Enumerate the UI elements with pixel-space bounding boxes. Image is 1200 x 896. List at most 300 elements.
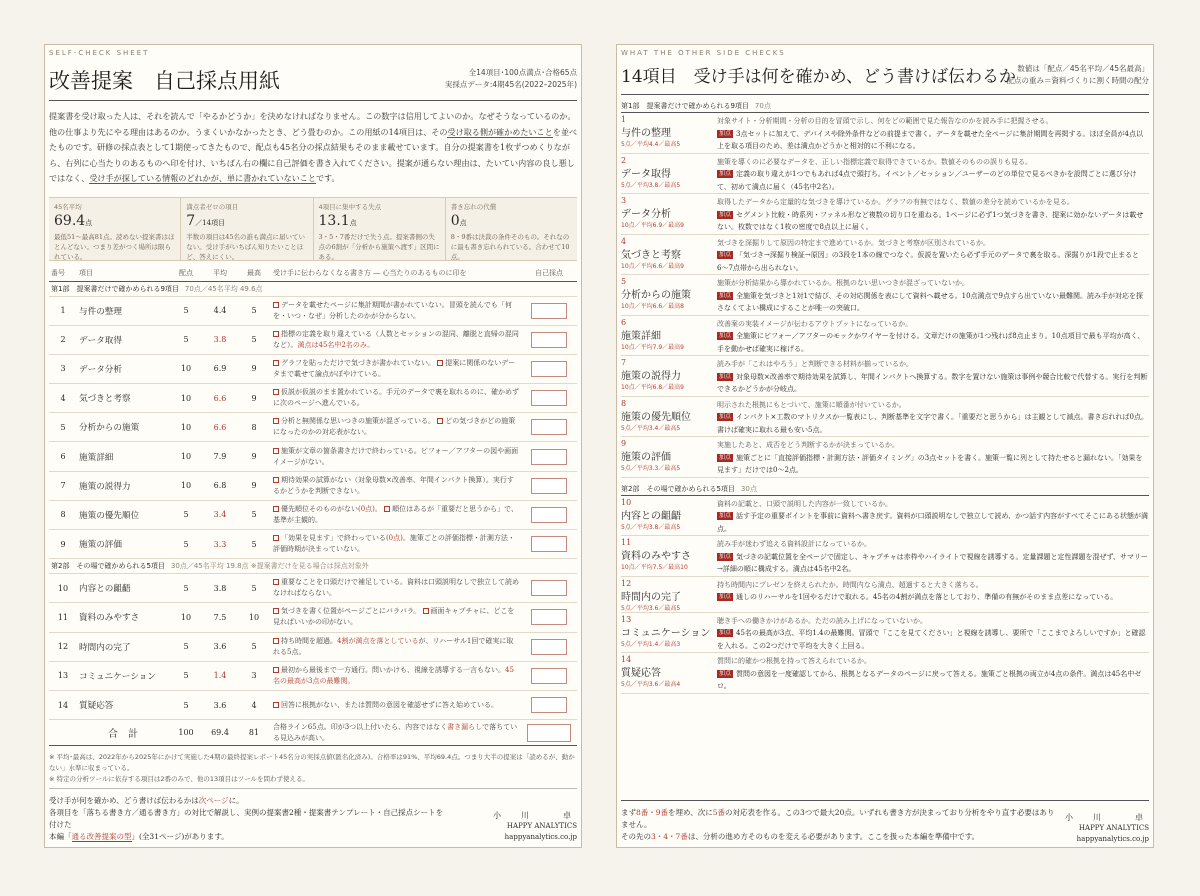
- table-row: [49, 574, 577, 603]
- header-meta: [445, 67, 577, 91]
- item-name: 施策の優先順位: [77, 500, 169, 529]
- footnotes: [49, 752, 577, 785]
- self-score-input[interactable]: [531, 303, 567, 319]
- check-item: [621, 275, 1149, 316]
- item-points: 10: [169, 471, 203, 500]
- bottom-text: を埋め、次に: [668, 808, 713, 817]
- item-tip: [717, 290, 1149, 315]
- total-score-cell: [521, 720, 577, 746]
- stat-number: 13.1: [318, 212, 350, 229]
- item-points: 5点／平均3.4／最高5: [621, 424, 681, 432]
- table-header: 平均: [203, 265, 237, 282]
- intro-text: を並べたものです。研修の採点表として1期使ってきたもので、配点も45名分の採点結果もそのまま載せています。自分の提案書を1枚ずつめくりながら、右列に心当たりのあるものへ印を付け、いちばん右の欄に自己評価を書き入れてください。提案が通らない理由は、たいてい内容の良し悪しではなく、: [49, 126, 578, 183]
- item-average: 3.4: [203, 500, 237, 529]
- table-header: 最高: [237, 265, 271, 282]
- item-name: 施策の評価: [621, 452, 671, 463]
- item-observation: 対象サイト・分析期間・分析の目的を冒頭で示し、何をどの範囲で見た報告なのかを読み手に把握させる。: [717, 117, 1053, 125]
- self-score-input[interactable]: [531, 361, 567, 377]
- item-observation: 明示された根拠にもとづいて、施策に順番が付いているか。: [717, 400, 906, 409]
- item-number: 5: [621, 277, 627, 286]
- what-other-side-checks-page: [616, 44, 1154, 848]
- item-points: 5: [169, 661, 203, 690]
- note-emphasis: 書き漏らし: [447, 722, 483, 731]
- item-checklist: [271, 690, 521, 719]
- item-checklist: [271, 471, 521, 500]
- stat-note: 最低51〜最高81点。読めない提案書はほとんどない。つまり差がつく場所は限られている。: [54, 232, 175, 261]
- item-points: 5: [169, 325, 203, 354]
- stat-value: [451, 213, 572, 229]
- self-score-input[interactable]: [531, 639, 567, 655]
- item-tip: [717, 668, 1149, 693]
- check-text: が、リハーサル1回で確実に取れる5点。: [273, 636, 514, 656]
- checkbox[interactable]: [273, 638, 279, 644]
- item-number: 2: [621, 155, 627, 165]
- plus-badge: 加点: [719, 413, 732, 420]
- bottom-emph: 3・4・7番: [651, 832, 688, 841]
- table-header: 配点: [169, 265, 203, 282]
- item-tip: [717, 330, 1149, 355]
- stats-bar: [49, 197, 577, 261]
- checkbox[interactable]: [384, 506, 390, 512]
- item-max: 5: [237, 296, 271, 325]
- item-name: データ分析: [621, 209, 671, 220]
- self-score-cell: [521, 603, 577, 632]
- item-number: 9: [49, 530, 77, 559]
- item-points: 10: [169, 354, 203, 383]
- item-number: 10: [49, 574, 77, 603]
- item-label-col: [621, 437, 717, 477]
- right-bottom-note: [621, 800, 1149, 843]
- company-url[interactable]: happyanalytics.co.jp: [1076, 835, 1149, 843]
- item-checklist: [271, 325, 521, 354]
- tip-text: インパクト×工数のマトリクスか一覧表にし、判断基準を文字で書く。「重要だと思うから」は主観として減点。書き忘れれば0点。書けば確実に取れる最も安い5点。: [717, 413, 1148, 434]
- checkbox[interactable]: [273, 331, 279, 337]
- table-row: [49, 413, 577, 442]
- part2-items: [621, 496, 1149, 694]
- part-title: 第1部 提案書だけで確かめられる9項目: [621, 102, 749, 110]
- item-points: 5: [169, 574, 203, 603]
- item-observation: 質問に的確かつ根拠を持って答えられているか。: [717, 657, 871, 665]
- item-name: データ分析: [77, 354, 169, 383]
- plus-badge: 加点: [719, 669, 732, 677]
- section-sub: 30点／45名平均 19.8点 ※提案書だけを見る場合は採点対象外: [170, 562, 369, 571]
- self-score-cell: [521, 530, 577, 559]
- plus-badge: 加点: [719, 170, 732, 177]
- plus-badge: 加点: [719, 291, 732, 299]
- item-tip: [717, 249, 1149, 274]
- meta-legend: 数値は「配点／45名平均／45名最高」: [1017, 64, 1149, 73]
- check-item: [621, 536, 1149, 577]
- checkbox[interactable]: [273, 608, 279, 614]
- item-name: 施策詳細: [77, 442, 169, 471]
- plus-badge: 加点: [719, 210, 732, 218]
- check-emphasis: 45名の最高が3点の最難関。: [273, 665, 514, 685]
- item-points: 10点／平均6.9／最高9: [621, 222, 684, 229]
- checkbox[interactable]: [273, 506, 279, 512]
- item-tip: [717, 168, 1149, 193]
- intro-paragraph: [49, 109, 577, 187]
- item-label-col: [621, 536, 717, 576]
- item-detail: [717, 437, 1149, 477]
- item-number: 7: [49, 471, 77, 500]
- item-points: 5: [169, 632, 203, 661]
- bottom-text: 」(全31ページ)があります。: [131, 832, 229, 841]
- right-signature: [1065, 812, 1149, 845]
- tip-text: 気づきの記載位置を全ページで固定し、キャプチャは赤枠やハイライトで視線を誘導する。定量課題と定性課題を混ぜず、サマリー→詳細の順に構成する。満点は45名中2名。: [717, 552, 1148, 573]
- table-row: [49, 296, 577, 325]
- self-score-input[interactable]: [531, 668, 567, 684]
- intro-highlight: 受け取る側が確かめたいこと: [447, 126, 553, 137]
- item-max: 4: [237, 690, 271, 719]
- signature: [493, 810, 577, 843]
- total-points: 100: [169, 720, 203, 746]
- check-text: 回答に根拠がない、または質問の意図を確認せずに答え始めている。: [281, 700, 498, 709]
- table-row: [49, 354, 577, 383]
- item-observation: 読み手が迷わず追える資料設計になっているか。: [717, 540, 871, 548]
- item-checklist: [271, 296, 521, 325]
- stat-label: 45名平均: [54, 202, 82, 211]
- total-average: 69.4: [203, 720, 237, 746]
- item-checklist: [271, 661, 521, 690]
- item-name: 内容との齟齬: [621, 510, 681, 522]
- checkbox[interactable]: [273, 579, 279, 585]
- item-points: 5: [169, 530, 203, 559]
- table-row: [49, 325, 577, 354]
- stat-number: 69.4: [54, 212, 86, 229]
- item-average: 1.4: [203, 661, 237, 690]
- checkbox[interactable]: [273, 477, 279, 483]
- check-item: [621, 356, 1149, 397]
- check-item: [621, 653, 1149, 694]
- checkbox[interactable]: [273, 389, 279, 395]
- check-item: [621, 496, 1149, 537]
- tip-text: 話す予定の重要ポイントを事前に資料へ書き戻す。資料が口頭説明なしで独立して読め、かつ話す内容がすべてそこにある状態が満点。: [717, 512, 1149, 533]
- self-score-input[interactable]: [531, 390, 567, 406]
- self-score-cell: [521, 413, 577, 442]
- self-score-input[interactable]: [531, 580, 567, 596]
- bottom-text: その先の: [621, 832, 651, 841]
- item-number: 13: [621, 614, 632, 624]
- item-points: 5: [169, 296, 203, 325]
- item-name: コミュニケーション: [621, 627, 711, 639]
- check-text: データを載せたページに集計期間が書かれていない。冒頭を読んでも「何を・いつ・なぜ」分析したのかが分からない。: [273, 300, 512, 320]
- item-checklist: [271, 354, 521, 383]
- item-max: 3: [237, 661, 271, 690]
- check-item: [621, 613, 1149, 654]
- item-points: 10: [169, 384, 203, 413]
- table-header: 自己採点: [521, 265, 577, 282]
- tip-text: 「気づき→深掘り検証→原因」の3段を1本の線でつなぐ。仮説を置いたら必ず手元のデータで裏を取る。深掘りが1段で止まると6〜7点帯から出られない。: [717, 251, 1139, 272]
- checkbox[interactable]: [273, 360, 279, 366]
- item-points: 10: [169, 603, 203, 632]
- item-points: 10: [169, 413, 203, 442]
- stat-unit: ／14項目: [195, 218, 226, 227]
- next-page-link[interactable]: 次ページ: [198, 796, 229, 805]
- item-number: 11: [621, 538, 632, 547]
- section-title: 第2部 その場で確かめられる5項目: [51, 562, 165, 571]
- item-max: 9: [237, 442, 271, 471]
- stat-number: 0: [450, 212, 460, 229]
- item-average: 3.6: [203, 632, 237, 661]
- bottom-emph: 5番: [712, 808, 726, 817]
- bottom-text: の対応表を作る。この3つで最大20点。いずれも書き方が決まっており分析をやり直す必要はありません。: [621, 808, 1055, 829]
- stat-unit: 点: [85, 218, 93, 227]
- self-score-cell: [521, 354, 577, 383]
- tip-text: 45名の最高が3点、平均1.4の最難関。冒頭で「ここを見てください」と視線を誘導し、要所で「ここまでよろしいですか」と確認を入れる。この2つだけで平均を大きく上回る。: [717, 629, 1146, 650]
- item-points: 5: [169, 500, 203, 529]
- self-score-input[interactable]: [531, 449, 567, 465]
- item-number: 5: [49, 413, 77, 442]
- item-observation: 施策が分析結果から導かれているか。根拠のない思いつきが混ざっていないか。: [717, 279, 969, 287]
- company-url[interactable]: happyanalytics.co.jp: [504, 833, 577, 841]
- item-detail: [717, 275, 1149, 315]
- checkbox[interactable]: [273, 667, 279, 673]
- item-label-col: [621, 653, 717, 693]
- item-detail: [717, 613, 1149, 653]
- check-text: 仮説が仮説のまま置かれている。手元のデータで裏を取れるのに、確かめずに次のページへ進んでいる。: [273, 388, 519, 408]
- item-average: 6.9: [203, 354, 237, 383]
- check-text: 施策が文章の箇条書きだけで終わっている。ビフォー／アフターの図や画面イメージがない。: [273, 446, 519, 466]
- note-text: で落ちている見込みが高い。: [273, 722, 518, 742]
- item-number: 6: [49, 442, 77, 471]
- item-number: 7: [621, 358, 627, 367]
- checkbox[interactable]: [273, 418, 279, 424]
- item-label-col: [621, 235, 717, 275]
- item-number: 6: [621, 317, 627, 327]
- check-emphasis: (0点)。: [358, 504, 382, 513]
- item-points: 5点／平均3.6／最高5: [621, 604, 681, 612]
- section-heading: [49, 559, 577, 574]
- item-label-col: [621, 275, 717, 315]
- checkbox[interactable]: [273, 535, 279, 541]
- table-row: [49, 471, 577, 500]
- part-sub: 70点: [754, 102, 771, 110]
- table-header: 番号: [49, 265, 77, 282]
- item-name: 分析からの施策: [621, 290, 691, 301]
- item-name: 施策の評価: [77, 530, 169, 559]
- item-max: 5: [237, 325, 271, 354]
- item-number: 14: [621, 655, 632, 664]
- check-item: [621, 154, 1149, 195]
- table-header: 受け手に伝わらなくなる書き方 ― 心当たりのあるものに印を: [271, 265, 521, 282]
- table-row: [49, 530, 577, 559]
- checkbox[interactable]: [273, 702, 279, 708]
- check-text: 「効果を見ます」で終わっている: [281, 534, 386, 543]
- self-score-cell: [521, 296, 577, 325]
- item-name: 気づきと考察: [77, 384, 169, 413]
- item-detail: [717, 235, 1149, 275]
- meta-scoring: 全14項目･100点満点･合格65点: [468, 68, 577, 77]
- self-score-cell: [521, 325, 577, 354]
- item-points: 10: [169, 442, 203, 471]
- right-header: [621, 57, 1149, 95]
- stat-number: 7: [186, 212, 196, 229]
- plus-badge: 加点: [719, 332, 732, 339]
- item-average: 6.6: [203, 413, 237, 442]
- item-observation: 聴き手への働きかけがあるか。ただの読み上げになっていないか。: [717, 616, 927, 625]
- item-observation: 取得したデータから定量的な気づきを導けているか。グラフの有無ではなく、数値の差分を読めているかを見る。: [717, 198, 1074, 206]
- item-tip: [717, 452, 1149, 477]
- scoring-table: [49, 265, 577, 747]
- item-name: 気づきと考察: [621, 249, 681, 261]
- item-number: 14: [49, 690, 77, 719]
- check-text: 画面キャプチャに、どこを見ればいいかの印がない。: [273, 607, 515, 627]
- item-detail: [717, 653, 1149, 693]
- item-average: 3.6: [203, 690, 237, 719]
- item-observation: 実施したあと、成否をどう判断するかが決まっているか。: [717, 441, 899, 449]
- checkbox[interactable]: [423, 608, 429, 614]
- item-detail: [717, 194, 1149, 234]
- table-row: [49, 442, 577, 471]
- check-text: 気づきを書く位置がページごとにバラバラ。: [281, 607, 421, 616]
- check-text: どの気づきがどの施策になったのかの対応表がない。: [273, 417, 516, 437]
- part1-items: [621, 113, 1149, 478]
- company-name: HAPPY ANALYTICS: [506, 822, 577, 830]
- item-checklist: [271, 442, 521, 471]
- item-max: 5: [237, 632, 271, 661]
- self-score-cell: [521, 384, 577, 413]
- check-text: グラフを貼っただけで気づきが書かれていない。: [281, 358, 435, 367]
- item-checklist: [271, 530, 521, 559]
- item-detail: [717, 536, 1149, 576]
- self-score-input[interactable]: [531, 536, 567, 552]
- item-average: 3.3: [203, 530, 237, 559]
- item-name: 分析からの施策: [77, 413, 169, 442]
- bottom-emph: 8番・9番: [636, 808, 669, 817]
- item-number: 12: [621, 578, 632, 588]
- footnote: ※ 特定の分析ツールに依存する項目は2番のみで、他の13項目はツールを問わず使える。: [49, 775, 310, 784]
- item-number: 1: [49, 296, 77, 325]
- tip-text: 3点セットに加えて、デバイスや除外条件などの前提まで書く。データを載せた全ページに集計期間を再掲する。ほぼ全員が4点以上を取る項目のため、差は満点かどうかと相対的に不利になる。: [717, 129, 1144, 150]
- bottom-text: 本編「: [49, 832, 72, 841]
- self-score-cell: [521, 632, 577, 661]
- stat-label: 4項目に集中する失点: [318, 202, 382, 211]
- tip-text: 全施策にビフォー／アフターのモックかワイヤーを付ける。文章だけの施策が1つ残れば8点止まり。10点項目で最も平均が高く、手を動かせば確実に稼げる。: [717, 332, 1145, 353]
- item-label-col: [621, 316, 717, 356]
- item-name: 施策の優先順位: [621, 411, 691, 423]
- author-name: 小 川 卓: [493, 811, 577, 820]
- item-name: 資料のみやすさ: [621, 551, 691, 562]
- self-score-input[interactable]: [531, 507, 567, 523]
- item-max: 9: [237, 471, 271, 500]
- item-number: 8: [49, 500, 77, 529]
- check-item: [621, 577, 1149, 613]
- item-points: 5点／平均3.8／最高5: [621, 523, 681, 531]
- self-score-input[interactable]: [531, 332, 567, 348]
- item-tip: [717, 591, 1149, 604]
- item-name: 時間内の完了: [77, 632, 169, 661]
- total-max: 81: [237, 720, 271, 746]
- page-title: 改善提案 自己採点用紙: [49, 69, 280, 93]
- self-score-cell: [521, 574, 577, 603]
- self-score-cell: [521, 471, 577, 500]
- item-detail: [717, 577, 1149, 612]
- stat-note: 3・5・7番だけで失う点。提案書側の失点の6割が「分析から施策へ渡す」区間にある。: [318, 232, 440, 261]
- check-emphasis: 4割が満点を落としている: [337, 636, 419, 645]
- item-name: 施策の説得力: [621, 371, 681, 382]
- stat-unit: 点: [349, 218, 357, 227]
- section-row: [49, 559, 577, 574]
- item-name: 質疑応答: [621, 668, 661, 679]
- check-text: 指標の定義を取り違えている（人数とセッションの混同、離脱と直帰の混同など）。: [273, 329, 519, 349]
- check-text: 施策ごとの評価指標・計測方法・評価時期が決まっていない。: [273, 534, 515, 554]
- item-average: 3.8: [203, 574, 237, 603]
- bottom-text: は、分析の進め方そのものを変える必要があります。ここを扱った本編を準備中です。: [687, 832, 980, 841]
- plus-badge: 加点: [719, 512, 732, 519]
- item-points: 10点／平均7.9／最高9: [621, 343, 684, 351]
- main-volume-link[interactable]: 通る改善提案の型: [71, 832, 132, 841]
- item-max: 5: [237, 574, 271, 603]
- tip-text: 施策ごとに「直接評価指標・計測方法・評価タイミング」の3点セットを書く。施策一覧に列として持たせると漏れない。「効果を見ます」だけでは0〜2点。: [717, 453, 1143, 474]
- item-average: 7.5: [203, 603, 237, 632]
- item-label-col: [621, 194, 717, 234]
- item-max: 9: [237, 384, 271, 413]
- item-detail: [717, 496, 1149, 536]
- stat-note: 半数の項目は45名の誰も満点に届いていない。受け手がいちばん知りたいことほど、答えにくい。: [186, 232, 306, 261]
- table-row: [49, 690, 577, 719]
- tip-text: 定義の取り違えが1つでもあれば4点で頭打ち。イベント／セッション／ユーザーのどの単位で見るべきかを設問ごとに選び分けて、初めて満点に届く（45名中2名）。: [717, 170, 1137, 191]
- total-score-input[interactable]: [527, 724, 571, 742]
- bottom-text: まず: [621, 808, 636, 817]
- check-item: [621, 316, 1149, 357]
- item-checklist: [271, 574, 521, 603]
- left-bottom-note: [49, 788, 577, 843]
- check-emphasis: (0点)。: [385, 534, 410, 543]
- stat-card: [446, 198, 577, 260]
- note-text: 合格ライン65点。印が3つ以上付いたら、内容ではなく: [273, 722, 448, 731]
- item-name: データ取得: [621, 168, 671, 180]
- self-score-input[interactable]: [531, 478, 567, 494]
- check-item: [621, 113, 1149, 154]
- item-detail: [717, 356, 1149, 396]
- item-checklist: [271, 413, 521, 442]
- item-tip: [717, 209, 1149, 234]
- self-score-cell: [521, 442, 577, 471]
- item-max: 10: [237, 603, 271, 632]
- checkbox[interactable]: [273, 302, 279, 308]
- item-detail: [717, 397, 1149, 437]
- stat-value: [319, 213, 440, 229]
- item-label-col: [621, 397, 717, 437]
- table-row: [49, 500, 577, 529]
- check-text: 順位はあるが「重要だと思うから」で、基準が主観的。: [273, 504, 519, 524]
- checkbox[interactable]: [273, 448, 279, 454]
- total-label: 合 計: [77, 720, 169, 746]
- tip-text: セグメント比較・時系列・ファネル形など複数の切り口を重ねる。1ページに必ず1つ気づきを書き、提案に効かないデータは載せない。枚数ではなく1枚の密度で8点以上に届く。: [717, 210, 1144, 231]
- checkbox[interactable]: [437, 360, 443, 366]
- stat-label: 書き忘れの代償: [450, 202, 497, 211]
- item-max: 8: [237, 413, 271, 442]
- item-max: 5: [237, 530, 271, 559]
- item-checklist: [271, 384, 521, 413]
- part-sub: 30点: [740, 484, 757, 493]
- item-label-col: [621, 356, 717, 396]
- self-score-input[interactable]: [531, 697, 567, 713]
- table-row: [49, 384, 577, 413]
- footnote: ※ 平均･最高は、2022年から2025年にかけて実施した4期の最終提案レポート45名分の実採点値(匿名化済み)。合格率は91%、平均69.4点。つまり大半の提案は「読めるが、動かない」水準に収まっている。: [49, 753, 575, 773]
- checkbox[interactable]: [437, 418, 443, 424]
- item-number: 12: [49, 632, 77, 661]
- item-number: 13: [49, 661, 77, 690]
- item-label-col: [621, 577, 717, 612]
- item-points: 5: [169, 690, 203, 719]
- self-score-input[interactable]: [531, 419, 567, 435]
- plus-badge: 加点: [719, 129, 732, 137]
- item-number: 2: [49, 325, 77, 354]
- self-score-input[interactable]: [531, 609, 567, 625]
- item-name: 与件の整理: [621, 128, 671, 139]
- item-name: 施策詳細: [621, 330, 661, 342]
